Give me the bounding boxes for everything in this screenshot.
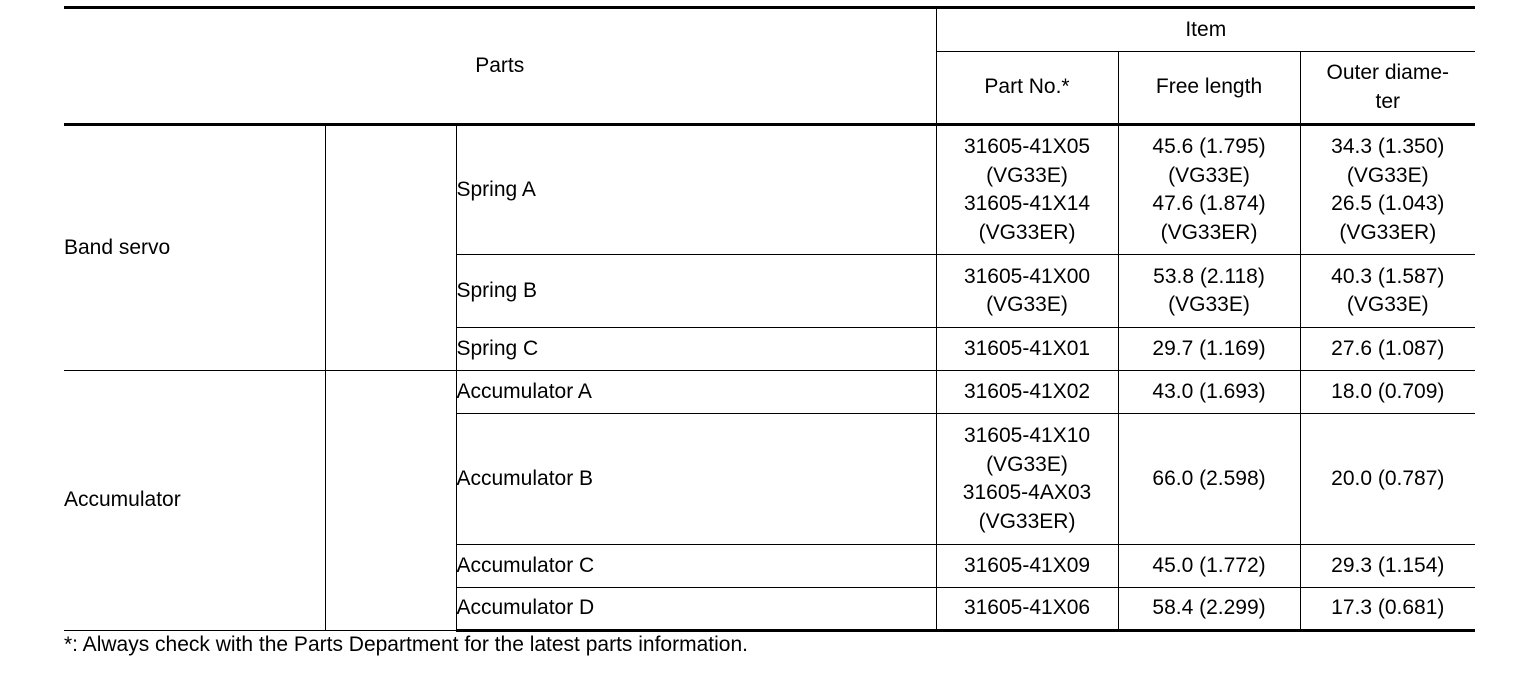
free-length: 58.4 (2.299)	[1118, 588, 1300, 631]
part-no: 31605-41X09	[936, 545, 1118, 588]
header-outer-diameter: Outer diame- ter	[1300, 52, 1475, 125]
header-part-no: Part No.*	[936, 52, 1118, 125]
part-no: 31605-41X10 (VG33E) 31605-4AX03 (VG33ER)	[936, 414, 1118, 545]
free-length: 43.0 (1.693)	[1118, 371, 1300, 414]
empty-cell	[325, 371, 456, 631]
part-name: Accumulator D	[456, 588, 936, 631]
free-length: 53.8 (2.118) (VG33E)	[1118, 255, 1300, 328]
part-no: 31605-41X05 (VG33E) 31605-41X14 (VG33ER)	[936, 125, 1118, 255]
header-parts: Parts	[64, 8, 936, 125]
outer-diameter: 40.3 (1.587) (VG33E)	[1300, 255, 1475, 328]
part-name: Accumulator A	[456, 371, 936, 414]
outer-diameter: 29.3 (1.154)	[1300, 545, 1475, 588]
outer-diameter: 20.0 (0.787)	[1300, 414, 1475, 545]
part-name: Spring B	[456, 255, 936, 328]
table-row	[64, 371, 1475, 414]
part-name: Accumulator B	[456, 414, 936, 545]
free-length: 29.7 (1.169)	[1118, 328, 1300, 371]
part-name: Spring A	[456, 125, 936, 255]
outer-diameter: 27.6 (1.087)	[1300, 328, 1475, 371]
part-name: Spring C	[456, 328, 936, 371]
header-item: Item	[936, 8, 1475, 52]
free-length: 66.0 (2.598)	[1118, 414, 1300, 545]
free-length: 45.6 (1.795) (VG33E) 47.6 (1.874) (VG33ER)	[1118, 125, 1300, 255]
group-band-servo: Band servo	[64, 125, 325, 371]
outer-diameter: 34.3 (1.350) (VG33E) 26.5 (1.043) (VG33ER)	[1300, 125, 1475, 255]
free-length: 45.0 (1.772)	[1118, 545, 1300, 588]
group-accumulator: Accumulator	[64, 371, 325, 631]
header-free-length: Free length	[1118, 52, 1300, 125]
part-no: 31605-41X02	[936, 371, 1118, 414]
table-row	[64, 125, 1475, 255]
part-no: 31605-41X06	[936, 588, 1118, 631]
outer-diameter: 18.0 (0.709)	[1300, 371, 1475, 414]
part-name: Accumulator C	[456, 545, 936, 588]
part-no: 31605-41X01	[936, 328, 1118, 371]
footnote: *: Always check with the Parts Department for the latest parts information.	[64, 633, 748, 656]
part-no: 31605-41X00 (VG33E)	[936, 255, 1118, 328]
spring-spec-table	[64, 6, 1475, 632]
outer-diameter: 17.3 (0.681)	[1300, 588, 1475, 631]
empty-cell	[325, 125, 456, 371]
